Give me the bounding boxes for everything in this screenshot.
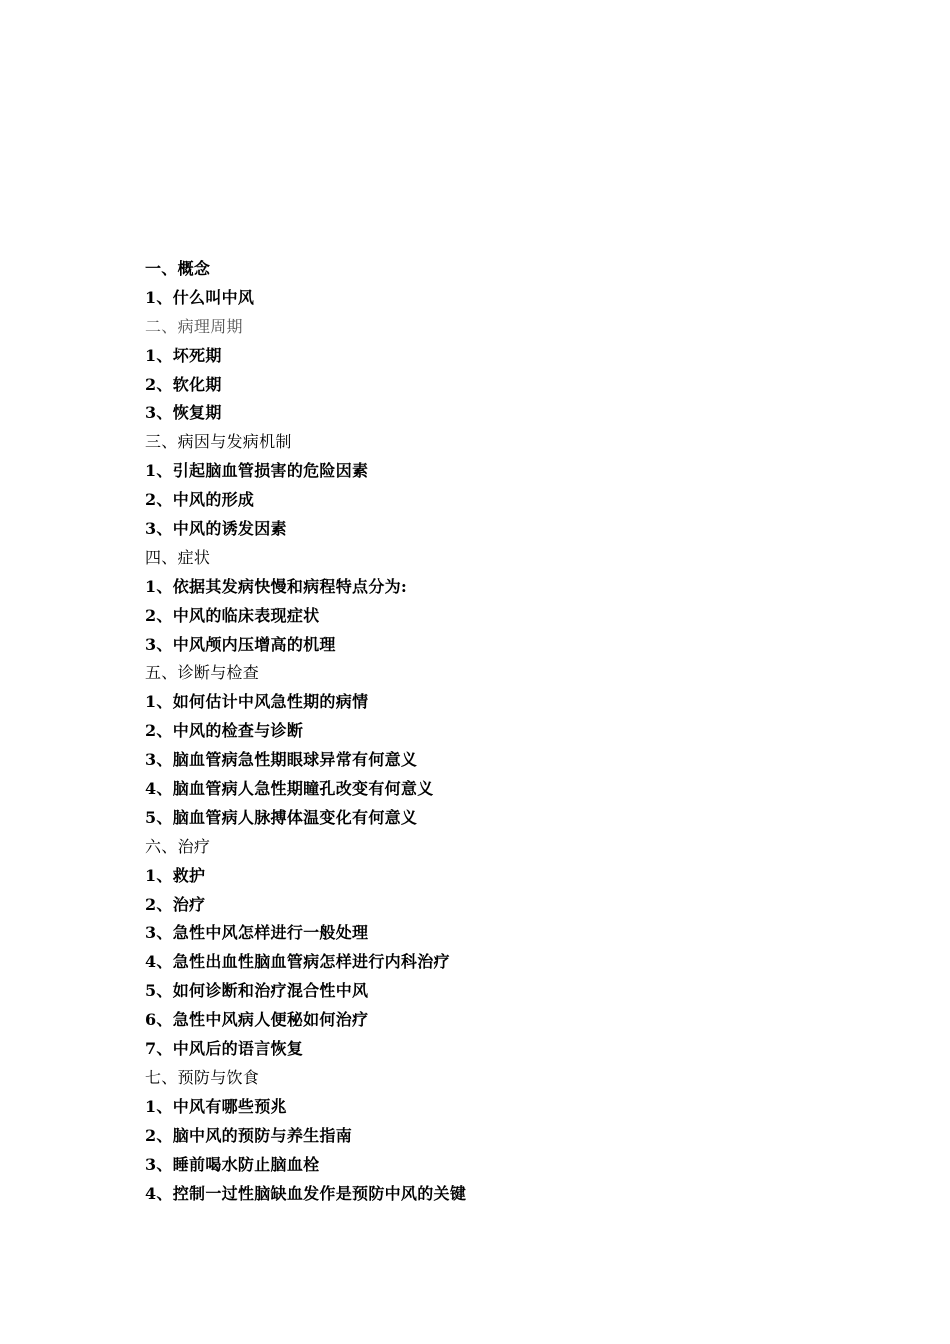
- outline-subitem: 1、什么叫中风: [145, 287, 255, 307]
- outline-section-heading: 六、治疗: [145, 836, 211, 856]
- outline-subitem: 1、坏死期: [145, 345, 222, 365]
- outline-subitem: 3、脑血管病急性期眼球异常有何意义: [145, 750, 418, 770]
- outline-subitem: 1、引起脑血管损害的危险因素: [145, 461, 369, 481]
- outline-section-heading: 三、病因与发病机制: [145, 432, 292, 452]
- outline-subitem: 7、中风后的语言恢复: [145, 1039, 304, 1059]
- outline-subitem: 1、中风有哪些预兆: [145, 1096, 287, 1116]
- outline-subitem: 5、如何诊断和治疗混合性中风: [145, 981, 369, 1001]
- outline-subitem: 4、控制一过性脑缺血发作是预防中风的关键: [145, 1183, 467, 1203]
- outline-subitem: 4、急性出血性脑血管病怎样进行内科治疗: [145, 952, 450, 972]
- outline-section-heading: 四、症状: [145, 547, 211, 567]
- outline-subitem: 2、治疗: [145, 894, 206, 914]
- outline-subitem: 3、中风的诱发因素: [145, 519, 287, 539]
- outline-subitem: 1、依据其发病快慢和病程特点分为:: [145, 576, 408, 596]
- outline-section-heading: 七、预防与饮食: [145, 1067, 260, 1087]
- outline-subitem: 2、脑中风的预防与养生指南: [145, 1125, 353, 1145]
- outline-subitem: 3、急性中风怎样进行一般处理: [145, 923, 369, 943]
- outline-section-heading: 五、诊断与检查: [145, 663, 260, 683]
- outline-subitem: 2、中风的形成: [145, 490, 255, 510]
- outline-subitem: 3、中风颅内压增高的机理: [145, 634, 336, 654]
- outline-subitem: 4、脑血管病人急性期瞳孔改变有何意义: [145, 779, 434, 799]
- outline-subitem: 6、急性中风病人便秘如何治疗: [145, 1010, 369, 1030]
- outline-subitem: 2、中风的临床表现症状: [145, 605, 320, 625]
- outline-subitem: 2、中风的检查与诊断: [145, 721, 304, 741]
- outline-subitem: 2、软化期: [145, 374, 222, 394]
- outline-section-heading: 一、概念: [145, 259, 211, 278]
- outline-section-heading: 二、病理周期: [145, 316, 243, 336]
- outline-subitem: 1、如何估计中风急性期的病情: [145, 692, 369, 712]
- outline-subitem: 3、恢复期: [145, 403, 222, 423]
- outline-list: [145, 255, 466, 1208]
- outline-subitem: 5、脑血管病人脉搏体温变化有何意义: [145, 807, 418, 827]
- outline-subitem: 3、睡前喝水防止脑血栓: [145, 1154, 320, 1174]
- outline-subitem: 1、救护: [145, 865, 206, 885]
